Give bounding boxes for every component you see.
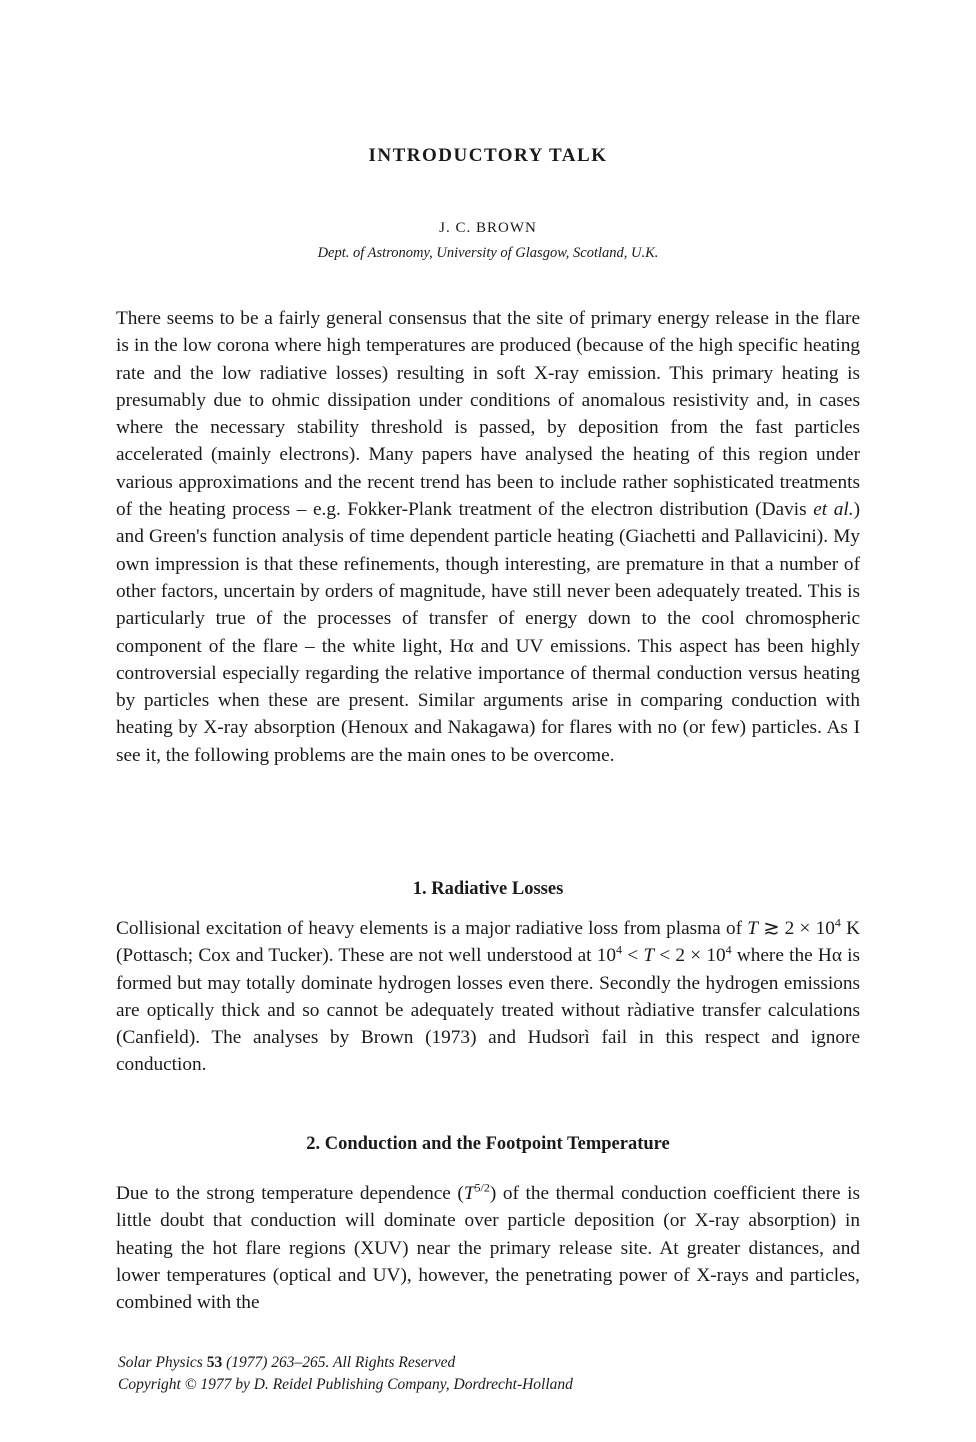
author-affiliation: Dept. of Astronomy, University of Glasgow, Scotland, U.K. <box>317 245 659 261</box>
journal-volume: 53 <box>206 1354 223 1371</box>
section1-paragraph <box>116 915 860 1079</box>
s2-text-b: ) of the thermal conduction coefficient there is little doubt that conduction will dominate over particle deposition (or X-ray absorption) in heating the hot flare regions (XUV) near the primary release site. At greater distances, and lower temperatures (optical and UV), however, the penetrating power of X-rays and particles, combined with the <box>116 1183 860 1314</box>
s1-text-d: < <box>622 945 644 967</box>
s2-exponent: 5/2 <box>474 1180 490 1195</box>
s1-text-e: < 2 × 10 <box>654 945 726 967</box>
et-al: et al. <box>813 499 854 521</box>
s1-text-c: K (Pottasch; Cox and Tucker). These are not well understood at 10 <box>116 918 860 967</box>
copyright-line: Copyright © 1977 by D. Reidel Publishing Company, Dordrecht-Holland <box>118 1376 573 1393</box>
intro-text-2: ) and Green's function analysis of time dependent particle heating (Giachetti and Pallavicini). My own impression is that these refinements, though interesting, are premature in that a number of other factors, uncertain by orders of magnitude, have still never been adequately treated. This is particularly true of the processes of transfer of energy down to the cool chromospheric component of the flare – the white light, Hα and UV emissions. This aspect has been highly controversial especially regarding the relative importance of thermal conduction versus heating by particles when these are present. Similar arguments arise in comparing conduction with heating by X-ray absorption (Henoux and Nakagawa) for flares with no (or few) particles. As I see it, the following problems are the main ones to be overcome. <box>116 499 860 766</box>
s1-exponent: 4 <box>725 942 732 957</box>
s2-text-a: Due to the strong temperature dependence ( <box>116 1183 464 1204</box>
journal-pages: (1977) 263–265. All Rights Reserved <box>222 1354 456 1371</box>
s1-text-a: Collisional excitation of heavy elements is a major radiative loss from plasma of <box>116 918 748 939</box>
s1-exponent: 4 <box>616 942 623 957</box>
s1-text-f: where the Hα is formed but may totally dominate hydrogen losses even there. Secondly the hydrogen emissions are optically thick and so cannot be adequately treated without ràdiative transfer calculations (Canfield). The analyses by Brown (1973) and Hudsorì fail in this respect and ignore conduction. <box>116 945 861 1076</box>
s1-exponent: 4 <box>834 915 841 930</box>
paper-title: INTRODUCTORY TALK <box>368 145 608 166</box>
intro-text-1: There seems to be a fairly general consensus that the site of primary energy release in the flare is in the low corona where high temperatures are produced (because of the high specific heating rate and the low radiative losses) resulting in soft X-ray emission. This primary heating is presumably due to ohmic dissipation under conditions of anomalous resistivity and, in cases where the necessary stability threshold is passed, by deposition from the fast particles accelerated (mainly electrons). Many papers have analysed the heating of this region under various approximations and the recent trend has been to include rather sophisticated treatments of the heating process – e.g. Fokker-Plank treatment of the electron distribution (Davis <box>116 308 860 521</box>
page-footer <box>118 1352 573 1396</box>
intro-paragraph <box>116 305 860 769</box>
section2-paragraph <box>116 1180 860 1316</box>
section-heading-radiative-losses: 1. Radiative Losses <box>412 879 564 899</box>
journal-citation <box>118 1352 573 1374</box>
section-heading-conduction: 2. Conduction and the Footpoint Temperature <box>306 1134 670 1154</box>
journal-name: Solar Physics <box>118 1354 207 1371</box>
s1-text-b: ≳ 2 × 10 <box>757 918 835 939</box>
s2-temp-symbol: T <box>463 1183 475 1204</box>
author-name: J. C. BROWN <box>439 220 537 236</box>
s1-temp-symbol: T <box>747 918 758 939</box>
s1-temp-symbol: T <box>643 945 655 967</box>
